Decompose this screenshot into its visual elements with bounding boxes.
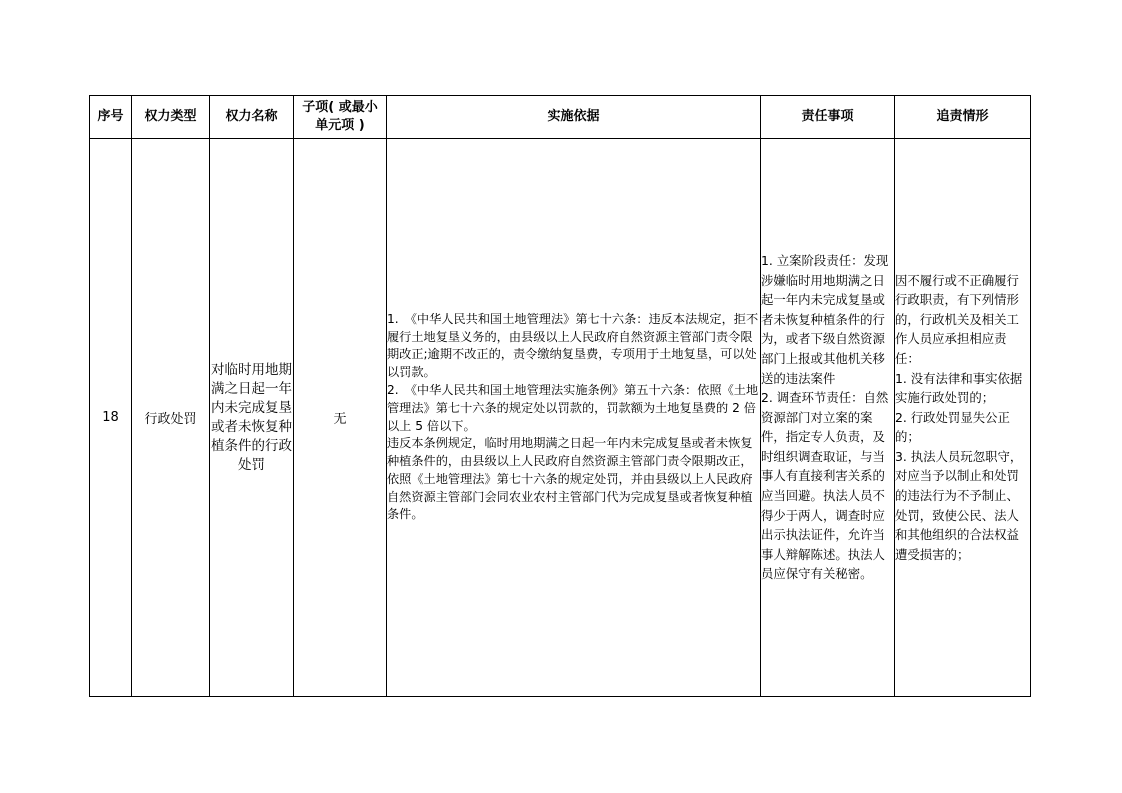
header-seq: 序号 bbox=[90, 96, 132, 139]
basis-paragraph: 1. 《中华人民共和国土地管理法》第七十六条：违反本法规定，拒不履行土地复垦义务的，由县级以上人民政府自然资源主管部门责令限期改正;逾期不改正的，责令缴纳复垦费，专项用于土地复垦，可以处以罚款。 bbox=[387, 311, 759, 380]
cell-basis bbox=[387, 139, 761, 697]
header-power-type: 权力类型 bbox=[132, 96, 210, 139]
header-power-name: 权力名称 bbox=[210, 96, 294, 139]
cell-power-type: 行政处罚 bbox=[132, 139, 210, 697]
cell-power-name: 对临时用地期满之日起一年内未完成复垦或者未恢复种植条件的行政处罚 bbox=[210, 139, 294, 697]
header-duty: 责任事项 bbox=[761, 96, 895, 139]
header-row bbox=[90, 96, 1031, 139]
accountability-paragraph: 3. 执法人员玩忽职守，对应当予以制止和处罚的违法行为不予制止、处罚，致使公民、法人和其他组织的合法权益遭受损害的； bbox=[895, 448, 1023, 562]
cell-duty bbox=[761, 139, 895, 697]
basis-paragraph: 2. 《中华人民共和国土地管理法实施条例》第五十六条：依照《土地管理法》第七十六条的规定处以罚款的，罚款额为土地复垦费的 2 倍以上 5 倍以下。 bbox=[387, 382, 759, 433]
table-row bbox=[90, 139, 1031, 697]
accountability-paragraph: 因不履行或不正确履行行政职责，有下列情形的，行政机关及相关工作人员应承担相应责任： bbox=[895, 272, 1019, 366]
header-basis: 实施依据 bbox=[387, 96, 761, 139]
duty-paragraph: 2. 调查环节责任：自然资源部门对立案的案件，指定专人负责，及时组织调查取证，与当事人有直接利害关系的应当回避。执法人员不得少于两人，调查时应出示执法证件，允许当事人辩解陈述。执法人员应保守有关秘密。 bbox=[761, 390, 889, 582]
cell-accountability bbox=[895, 139, 1031, 697]
cell-sub-item: 无 bbox=[294, 139, 387, 697]
cell-seq: 18 bbox=[90, 139, 132, 697]
power-list-table bbox=[89, 95, 1031, 697]
accountability-paragraph: 1. 没有法律和事实依据实施行政处罚的； bbox=[895, 370, 1023, 406]
header-sub-item: 子项( 或最小单元项 ) bbox=[294, 96, 387, 139]
accountability-paragraph: 2. 行政处罚显失公正的； bbox=[895, 409, 1010, 445]
header-accountability: 追责情形 bbox=[895, 96, 1031, 139]
basis-paragraph: 违反本条例规定，临时用地期满之日起一年内未完成复垦或者未恢复种植条件的，由县级以上人民政府自然资源主管部门责令限期改正，依照《土地管理法》第七十六条的规定处罚，并由县级以上人民政府自然资源主管部门会同农业农村主管部门代为完成复垦或者恢复种植条件。 bbox=[387, 436, 753, 522]
duty-paragraph: 1. 立案阶段责任：发现涉嫌临时用地期满之日起一年内未完成复垦或者未恢复种植条件的行为，或者下级自然资源部门上报或其他机关移送的违法案件 bbox=[761, 252, 889, 386]
